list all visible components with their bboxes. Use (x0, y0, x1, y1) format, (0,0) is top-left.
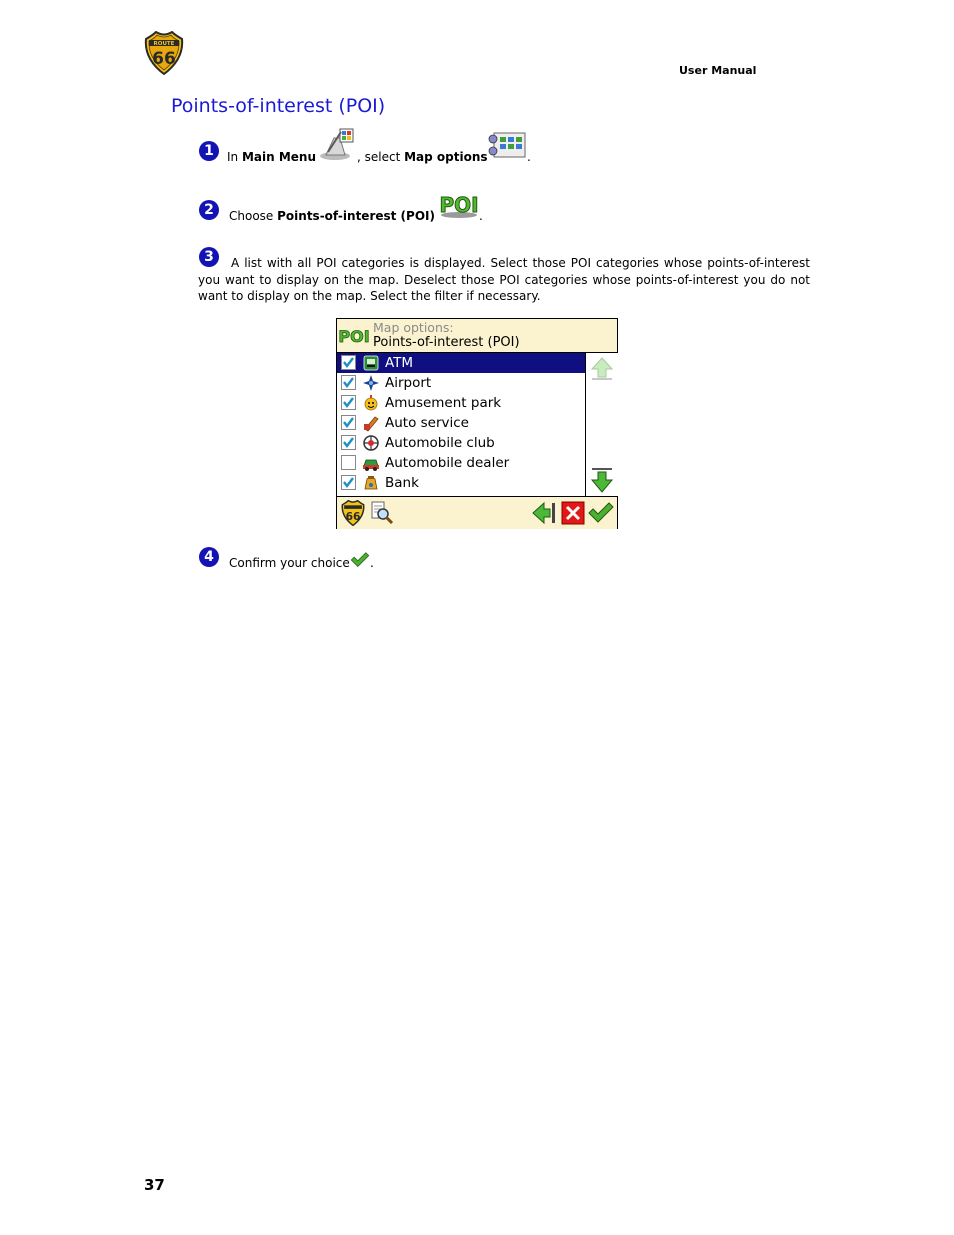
confirm-icon (350, 552, 370, 568)
svg-text:POI: POI (338, 327, 370, 346)
list-item[interactable] (337, 473, 585, 493)
svg-text:66: 66 (345, 510, 361, 524)
svg-text:ROUTE: ROUTE (153, 41, 175, 47)
step-3-number: 3 (199, 247, 219, 267)
step-2-text: Choose Points-of-interest (POI) (229, 209, 435, 223)
route66-logo-button[interactable] (340, 500, 366, 526)
scroll-up-icon[interactable] (590, 356, 614, 384)
list-item[interactable] (337, 373, 585, 393)
screen-header-main: Points-of-interest (POI) (373, 335, 520, 350)
svg-text:POI: POI (439, 193, 479, 217)
back-icon[interactable] (531, 501, 557, 525)
scroll-down-icon[interactable] (590, 468, 614, 498)
poi-icon (338, 325, 370, 347)
checkbox[interactable] (341, 475, 356, 490)
auto-service-icon (362, 414, 380, 432)
checkbox[interactable] (341, 435, 356, 450)
screen-header-sub: Map options: (373, 320, 454, 335)
checkbox[interactable] (341, 395, 356, 410)
bank-icon (362, 474, 380, 492)
screen-header (337, 319, 617, 353)
list-item-label: ATM (385, 355, 414, 371)
poi-icon (438, 192, 480, 218)
step-4-number: 4 (199, 547, 219, 567)
list-item-label: Auto service (385, 415, 469, 431)
confirm-icon[interactable] (588, 502, 614, 524)
checkbox[interactable] (341, 355, 356, 370)
checkbox[interactable] (341, 415, 356, 430)
poi-category-list (337, 353, 585, 496)
airport-icon (362, 374, 380, 392)
list-item[interactable] (337, 433, 585, 453)
scrollbar[interactable] (585, 353, 618, 496)
list-item[interactable] (337, 453, 585, 473)
step-1-text-cont: , select Map options (357, 150, 488, 164)
list-item-label: Airport (385, 375, 432, 391)
device-screen (336, 318, 618, 529)
header-title: User Manual (679, 64, 757, 77)
step-1-text: In Main Menu (227, 150, 317, 164)
step-2-number: 2 (199, 200, 219, 220)
list-item[interactable] (337, 393, 585, 413)
search-icon[interactable] (370, 501, 394, 525)
step-4-text: Confirm your choice (229, 556, 350, 570)
screen-footer (337, 496, 617, 529)
step-4-period: . (370, 556, 374, 570)
page-title: Points-of-interest (POI) (171, 95, 386, 117)
svg-text:66: 66 (152, 49, 176, 69)
atm-icon (362, 354, 380, 372)
automobile-dealer-icon (362, 454, 380, 472)
list-item-label: Bank (385, 475, 419, 491)
amusement-park-icon (362, 394, 380, 412)
route66-logo (143, 31, 185, 75)
list-item-label: Automobile club (385, 435, 495, 451)
step-2-period: . (479, 209, 483, 223)
automobile-club-icon (362, 434, 380, 452)
checkbox[interactable] (341, 375, 356, 390)
list-item[interactable] (337, 353, 585, 373)
list-item-label: Automobile dealer (385, 455, 510, 471)
map-options-icon (488, 132, 526, 160)
checkbox[interactable] (341, 455, 356, 470)
list-item-label: Amusement park (385, 395, 502, 411)
step-1-period: . (527, 150, 531, 164)
page-number: 37 (144, 1176, 165, 1194)
main-menu-icon (318, 126, 356, 162)
cancel-icon[interactable] (561, 501, 585, 525)
step-3-text: A list with all POI categories is displayed. Select those POI categories whose points-of-interest you want to display on the map. Deselect those POI categories whose points-of-interest you do not want to display on the map. Select the filter if necessary. (198, 256, 810, 303)
step-1-number: 1 (199, 141, 219, 161)
list-item[interactable] (337, 413, 585, 433)
